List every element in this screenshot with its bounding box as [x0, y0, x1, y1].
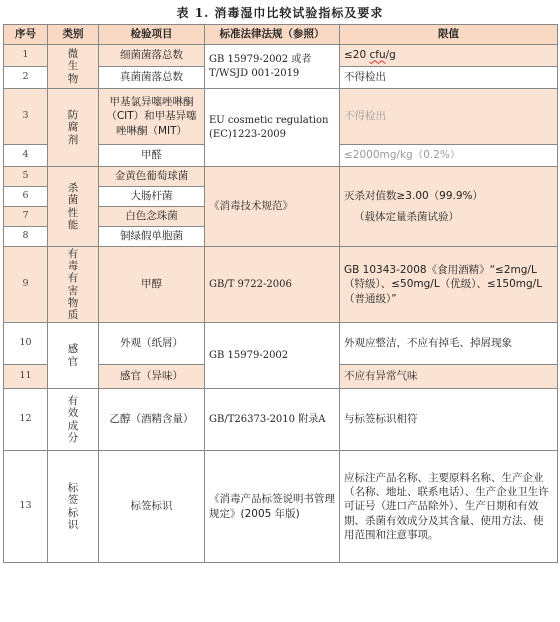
row-number: 11 [4, 365, 48, 389]
requirements-table [3, 24, 558, 563]
standard-cell: GB/T26373-2010 附录A [205, 389, 340, 451]
test-item: 细菌菌落总数 [99, 45, 205, 67]
limit-cell: 不得检出 [340, 67, 558, 89]
header-standard: 标准法律法规（参照） [205, 25, 340, 45]
limit-cell [340, 167, 558, 247]
row-number: 1 [4, 45, 48, 67]
limit-cell: ≤2000mg/kg（0.2%） [340, 145, 558, 167]
table-row [4, 89, 558, 145]
test-item: 标签标识 [99, 451, 205, 563]
table-row [4, 247, 558, 323]
test-item: 铜绿假单胞菌 [99, 227, 205, 247]
test-item: 乙醇（酒精含量） [99, 389, 205, 451]
test-item: 感官（异味） [99, 365, 205, 389]
test-item: 外观（纸屑） [99, 323, 205, 365]
test-item: 金黄色葡萄球菌 [99, 167, 205, 187]
category-cell: 杀 菌 性 能 [48, 167, 99, 247]
limit-line: 灭杀对值数≥3.00（99.9%） [344, 190, 484, 203]
limit-cell: 不得检出 [340, 89, 558, 145]
standard-cell: GB 15979-2002 [205, 323, 340, 389]
header-no: 序号 [4, 25, 48, 45]
limit-cell: 与标签标识相符 [340, 389, 558, 451]
row-number: 12 [4, 389, 48, 451]
limit-line: （载体定量杀菌试验） [354, 210, 459, 223]
header-limit: 限值 [340, 25, 558, 45]
limit-cell: 应标注产品名称、主要原料名称、生产企业（名称、地址、联系电话）、生产企业卫生许可证号（进口产品除外）、生产日期和有效期、杀菌有效成分及其含量、使用方法、使用范围和注意事项。 [340, 451, 558, 563]
row-number: 3 [4, 89, 48, 145]
header-item: 检验项目 [99, 25, 205, 45]
test-item: 真菌菌落总数 [99, 67, 205, 89]
table-row [4, 451, 558, 563]
table-row [4, 389, 558, 451]
limit-cell: ≤20 cfu/g [340, 45, 558, 67]
test-item: 大肠杆菌 [99, 187, 205, 207]
test-item: 甲基氯异噻唑啉酮（CIT）和甲基异噻唑啉酮（MIT） [99, 89, 205, 145]
header-category: 类别 [48, 25, 99, 45]
standard-cell: EU cosmetic regulation (EC)1223-2009 [205, 89, 340, 167]
test-item: 甲醛 [99, 145, 205, 167]
table-row [4, 167, 558, 187]
row-number: 2 [4, 67, 48, 89]
category-cell: 标 签 标 识 [48, 451, 99, 563]
header-row [4, 25, 558, 45]
standard-cell: 《消毒产品标签说明书管理规定》(2005 年版) [205, 451, 340, 563]
row-number: 13 [4, 451, 48, 563]
category-cell: 感 官 [48, 323, 99, 389]
row-number: 10 [4, 323, 48, 365]
limit-cell: 不应有异常气味 [340, 365, 558, 389]
row-number: 7 [4, 207, 48, 227]
test-item: 白色念珠菌 [99, 207, 205, 227]
standard-cell: 《消毒技术规范》 [205, 167, 340, 247]
row-number: 6 [4, 187, 48, 207]
category-cell: 微 生 物 [48, 45, 99, 89]
row-number: 5 [4, 167, 48, 187]
row-number: 8 [4, 227, 48, 247]
row-number: 4 [4, 145, 48, 167]
limit-cell: GB 10343-2008《食用酒精》“≤2mg/L（特级）、≤50mg/L（优级）、≤150mg/L（普通级）” [340, 247, 558, 323]
row-number: 9 [4, 247, 48, 323]
standard-cell: GB 15979-2002 或者 T/WSJD 001-2019 [205, 45, 340, 89]
standard-cell: GB/T 9722-2006 [205, 247, 340, 323]
test-item: 甲醇 [99, 247, 205, 323]
category-cell: 有 效 成 分 [48, 389, 99, 451]
table-row [4, 45, 558, 67]
category-cell: 有 毒 有 害 物 质 [48, 247, 99, 323]
limit-cell: 外观应整洁，不应有掉毛、掉屑现象 [340, 323, 558, 365]
table-row [4, 323, 558, 365]
category-cell: 防 腐 剂 [48, 89, 99, 167]
table-title: 表 1. 消毒湿巾比较试验指标及要求 [176, 6, 384, 20]
